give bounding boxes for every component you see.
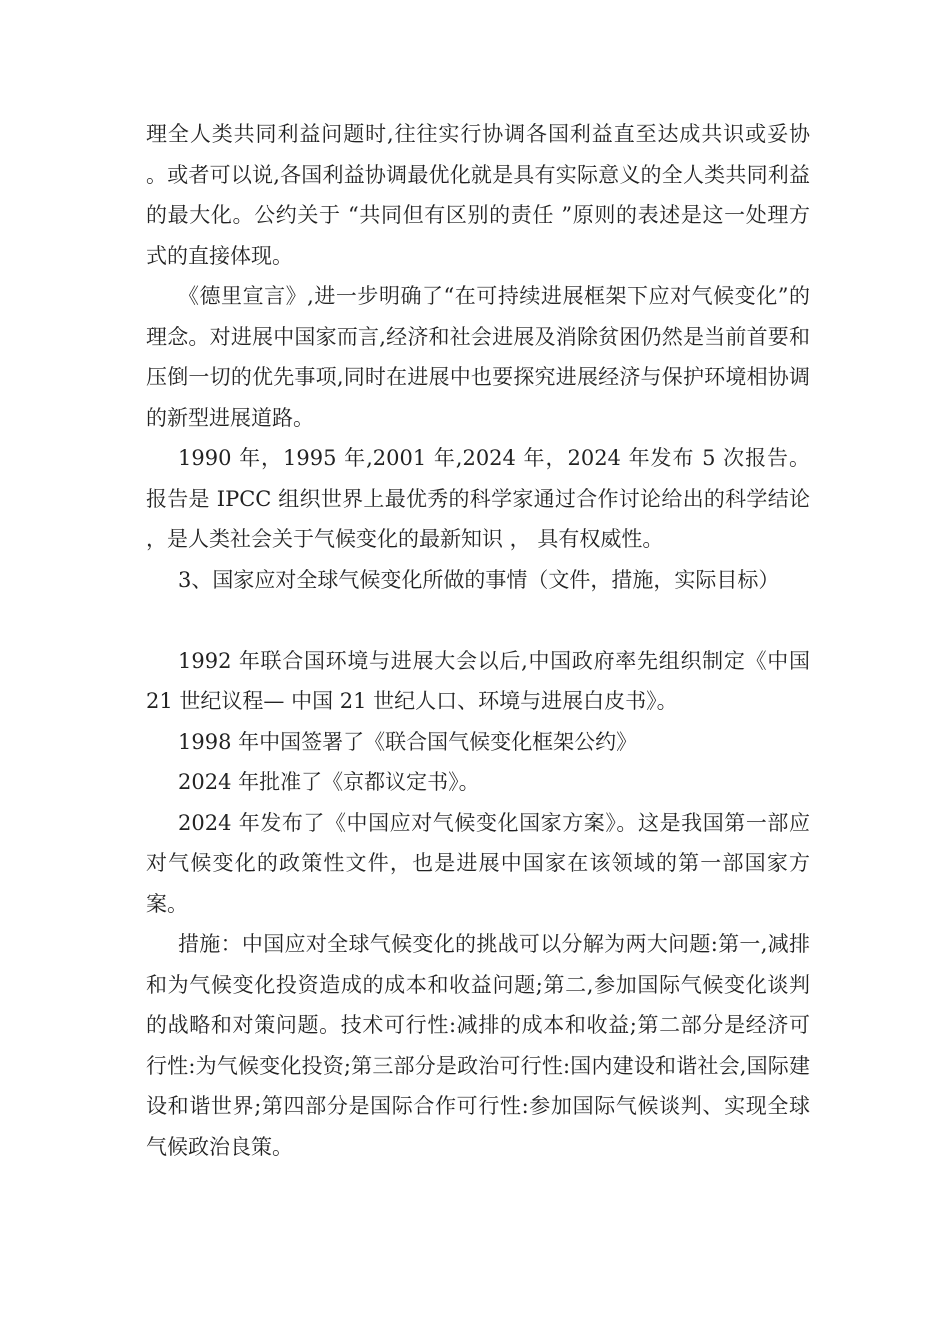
section-heading-national-actions: 3、国家应对全球气候变化所做的事情（文件，措施，实际目标） — [178, 567, 780, 592]
paragraph-kyoto-protocol: 2024 年批准了《京都议定书》。 — [178, 770, 480, 794]
paragraph-continuation: 理全人类共同利益问题时,往往实行协调各国利益直至达成共识或妥协 。或者可以说,各国利益协调最优化就是具有实际意义的全人类共同利益的最大化。公约关于 “共同但有区别的责任 ”原则的表述是这一处理方式的直接体现。 — [146, 122, 817, 268]
blank-line — [146, 600, 810, 641]
paragraph-delhi-declaration: 《德里宣言》,进一步明确了“在可持续进展框架下应对气候变化”的理念。对进展中国家而言,经济和社会进展及消除贫困仍然是当前首要和压倒一切的优先事项,同时在进展中也要探究进展经济与保护环境相协调的新型进展道路。 — [146, 284, 810, 430]
paragraph-1992-agenda: 1992 年联合国环境与进展大会以后,中国政府率先组织制定《中国 21 世纪议程— 中国 21 世纪人口、环境与进展白皮书》。 — [146, 648, 817, 713]
paragraph-1998-convention: 1998 年中国签署了《联合国气候变化框架公约》 — [178, 729, 638, 754]
document-body — [146, 114, 817, 1167]
paragraph-measures: 措施：中国应对全球气候变化的挑战可以分解为两大问题:第一,减排和为气候变化投资造成的成本和收益问题;第二,参加国际气候变化谈判的战略和对策问题。技术可行性:减排的成本和收益;第二部分是经济可行性:为气候变化投资;第三部分是政治可行性:国内建设和谐社会,国际建设和谐世界;第四部分是国际合作可行性:参加国际气候谈判、实现全球气候政治良策。 — [146, 932, 810, 1159]
paragraph-national-plan: 2024 年发布了《中国应对气候变化国家方案》。这是我国第一部应对气候变化的政策性文件，也是进展中国家在该领域的第一部国家方案。 — [146, 810, 810, 916]
paragraph-ipcc-reports: 1990 年，1995 年,2001 年,2024 年，2024 年发布 5 次报告。报告是 IPCC 组织世界上最优秀的科学家通过合作讨论给出的科学结论 ，是人类社会关于气候变化的最新知识 ， 具有权威性。 — [146, 446, 817, 551]
